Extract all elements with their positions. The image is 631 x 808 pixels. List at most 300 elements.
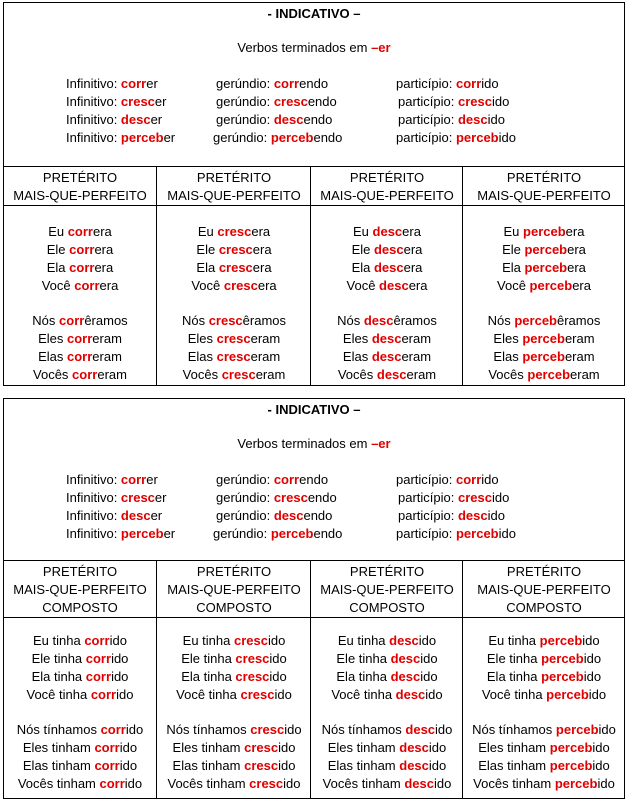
tense-header bbox=[4, 561, 156, 618]
verb-suffix: era bbox=[94, 260, 114, 275]
conjugated-form bbox=[157, 259, 311, 277]
tense-header-line: MAIS-QUE-PERFEITO bbox=[167, 582, 301, 597]
gerund-label: gerúndio: bbox=[216, 94, 274, 109]
verb-stem: perceb bbox=[523, 224, 566, 239]
verb-stem: corr bbox=[85, 651, 112, 666]
pronoun: Eles bbox=[38, 331, 67, 346]
pronoun: Eles bbox=[342, 331, 372, 346]
verb-suffix: endo bbox=[303, 508, 333, 523]
verb-suffix: era bbox=[408, 278, 428, 293]
verb-stem: corr bbox=[90, 687, 117, 702]
conjugated-form bbox=[311, 632, 463, 650]
participle-label: particípio: bbox=[396, 130, 456, 145]
pronoun: Você tinha bbox=[331, 687, 396, 702]
tense-header-line: MAIS-QUE-PERFEITO bbox=[320, 188, 454, 203]
infinitive-entry bbox=[66, 489, 166, 507]
verb-stem: cresc bbox=[250, 722, 285, 737]
verb-suffix: ido bbox=[491, 490, 510, 505]
verb-stem: desc bbox=[371, 349, 402, 364]
verb-stem: desc bbox=[389, 633, 419, 648]
verb-suffix: ido bbox=[283, 776, 301, 791]
verb-suffix: er bbox=[154, 94, 167, 109]
conjugated-form bbox=[4, 686, 156, 704]
conjugation-table-simple bbox=[3, 2, 625, 386]
conjugated-form bbox=[463, 366, 625, 384]
verb-suffix: era bbox=[572, 278, 591, 293]
verb-suffix: ido bbox=[418, 633, 437, 648]
conjugation-list bbox=[4, 223, 156, 384]
verb-suffix: eram bbox=[570, 367, 600, 382]
tense-header-line: PRETÉRITO bbox=[349, 564, 425, 579]
verb-stem: corr bbox=[94, 740, 120, 755]
verb-suffix: ido bbox=[284, 722, 302, 737]
pronoun: Ela tinha bbox=[336, 669, 391, 684]
pronoun: Eu bbox=[197, 224, 218, 239]
conjugation-list bbox=[463, 632, 625, 793]
verb-suffix: eram bbox=[255, 367, 286, 382]
table-header bbox=[4, 3, 624, 167]
conjugated-form bbox=[4, 650, 156, 668]
verb-stem: cresc bbox=[457, 490, 492, 505]
pronoun: Ele tinha bbox=[181, 651, 236, 666]
verb-stem: perceb bbox=[120, 526, 164, 541]
participle-entry bbox=[398, 507, 505, 525]
conjugated-form bbox=[463, 223, 625, 241]
verb-suffix: ido bbox=[592, 758, 610, 773]
conjugated-form bbox=[157, 668, 311, 686]
verb-suffix: ido bbox=[597, 776, 615, 791]
conjugated-form bbox=[4, 348, 156, 366]
pronoun: Eu tinha bbox=[337, 633, 390, 648]
verb-suffix: er bbox=[146, 76, 158, 91]
infinitive-label: Infinitivo: bbox=[66, 130, 121, 145]
verb-stem: perceb bbox=[522, 349, 565, 364]
gerund-entry bbox=[216, 111, 332, 129]
pronoun: Ele bbox=[502, 242, 525, 257]
verb-suffix: eram bbox=[92, 349, 122, 364]
tense-header-line: MAIS-QUE-PERFEITO bbox=[320, 582, 454, 597]
gerund-entry bbox=[213, 525, 342, 543]
conjugated-form bbox=[463, 632, 625, 650]
verb-stem: perceb bbox=[524, 260, 568, 275]
verb-stem: cresc bbox=[218, 242, 253, 257]
pronoun: Ele tinha bbox=[486, 651, 542, 666]
verb-suffix: ido bbox=[109, 633, 127, 648]
participle-entry bbox=[398, 489, 509, 507]
infinitive-entry bbox=[66, 129, 175, 147]
participle-label: particípio: bbox=[398, 94, 458, 109]
conjugated-form bbox=[157, 366, 311, 384]
verb-ending: –er bbox=[371, 436, 391, 451]
verb-stem: desc bbox=[399, 758, 429, 773]
verb-suffix: era bbox=[565, 224, 585, 239]
tense-header-line: PRETÉRITO bbox=[506, 564, 582, 579]
pronoun: Elas tinham bbox=[478, 758, 550, 773]
infinitive-label: Infinitivo: bbox=[66, 526, 121, 541]
verb-stem: desc bbox=[373, 260, 404, 275]
gerund-entry bbox=[216, 471, 328, 489]
verb-suffix: ido bbox=[420, 669, 438, 684]
infinitive-label: Infinitivo: bbox=[66, 112, 121, 127]
verb-column bbox=[156, 561, 311, 798]
conjugated-form bbox=[311, 686, 463, 704]
pronoun: Nós bbox=[487, 313, 515, 328]
verb-column bbox=[4, 167, 156, 385]
pronoun: Nós bbox=[32, 313, 60, 328]
verb-column bbox=[310, 561, 463, 798]
verb-stem: desc bbox=[390, 651, 421, 666]
pronoun: Nós bbox=[181, 313, 209, 328]
pronoun: Você bbox=[497, 278, 530, 293]
verb-suffix: ido bbox=[498, 526, 516, 541]
pronoun: Ela tinha bbox=[486, 669, 542, 684]
verb-stem: perceb bbox=[527, 367, 571, 382]
verb-stem: cresc bbox=[120, 490, 155, 505]
infinitive-entry bbox=[66, 93, 166, 111]
conjugated-form bbox=[4, 721, 156, 739]
verb-suffix: endo bbox=[307, 490, 337, 505]
verb-stem: cresc bbox=[223, 278, 258, 293]
conjugated-form bbox=[157, 632, 311, 650]
conjugated-form bbox=[311, 241, 463, 259]
verb-suffix: ido bbox=[583, 651, 602, 666]
infinitive-entry bbox=[66, 507, 162, 525]
pronoun: Ela tinha bbox=[181, 669, 236, 684]
conjugated-form bbox=[4, 312, 156, 330]
verb-stem: corr bbox=[72, 367, 98, 382]
tense-header bbox=[157, 167, 311, 206]
participle-label: particípio: bbox=[396, 526, 456, 541]
conjugated-form bbox=[157, 686, 311, 704]
pronoun: Eu tinha bbox=[33, 633, 85, 648]
verb-ending: –er bbox=[371, 40, 391, 55]
pronoun: Eles bbox=[493, 331, 523, 346]
table-title: - INDICATIVO – bbox=[267, 402, 361, 417]
pronoun: Elas bbox=[342, 349, 372, 364]
verb-suffix: er bbox=[163, 526, 176, 541]
pronoun: Nós tínhamos bbox=[472, 722, 556, 737]
conjugated-form bbox=[4, 739, 156, 757]
conjugated-form bbox=[157, 330, 311, 348]
conjugated-form bbox=[157, 739, 311, 757]
pronoun: Ele bbox=[351, 242, 374, 257]
pronoun: Vocês tinham bbox=[322, 776, 405, 791]
pronoun: Você bbox=[346, 278, 380, 293]
participle-entry bbox=[398, 93, 509, 111]
conjugated-form bbox=[157, 241, 311, 259]
verb-stem: desc bbox=[372, 224, 403, 239]
gerund-entry bbox=[216, 93, 337, 111]
verb-suffix: ido bbox=[425, 687, 443, 702]
verb-suffix: ido bbox=[583, 669, 602, 684]
verb-stem: perceb bbox=[529, 278, 573, 293]
verb-stem: corr bbox=[455, 76, 482, 91]
gerund-label: gerúndio: bbox=[213, 130, 271, 145]
verb-suffix: era bbox=[252, 242, 272, 257]
tense-header-line: PRETÉRITO bbox=[42, 170, 118, 185]
conjugated-form bbox=[311, 775, 463, 793]
verb-stem: perceb bbox=[270, 130, 314, 145]
verb-suffix: ido bbox=[491, 94, 510, 109]
conjugated-form bbox=[463, 348, 625, 366]
pronoun: Vocês tinham bbox=[17, 776, 100, 791]
verb-stem: perceb bbox=[455, 526, 499, 541]
gerund-label: gerúndio: bbox=[216, 76, 274, 91]
verb-suffix: ido bbox=[481, 76, 499, 91]
gerund-label: gerúndio: bbox=[216, 472, 274, 487]
pronoun: Ela bbox=[46, 260, 70, 275]
verb-stem: cresc bbox=[249, 776, 284, 791]
pronoun: Eles tinham bbox=[327, 740, 400, 755]
conjugated-form bbox=[157, 757, 311, 775]
verb-suffix: era bbox=[252, 260, 272, 275]
participle-label: particípio: bbox=[396, 472, 456, 487]
verb-suffix: ido bbox=[582, 633, 600, 648]
verb-stem: desc bbox=[120, 112, 151, 127]
tense-header-line: PRETÉRITO bbox=[42, 564, 118, 579]
verb-stem: desc bbox=[273, 112, 304, 127]
conjugated-form bbox=[463, 757, 625, 775]
verb-stem: desc bbox=[457, 112, 488, 127]
conjugated-form bbox=[4, 330, 156, 348]
verb-suffix: era bbox=[94, 242, 114, 257]
conjugated-form bbox=[311, 739, 463, 757]
conjugated-form bbox=[311, 223, 463, 241]
tense-header bbox=[157, 561, 311, 618]
verb-suffix: era bbox=[251, 224, 271, 239]
gerund-label: gerúndio: bbox=[216, 112, 274, 127]
infinitive-label: Infinitivo: bbox=[66, 508, 121, 523]
participle-label: particípio: bbox=[398, 490, 458, 505]
pronoun: Elas tinham bbox=[22, 758, 95, 773]
conjugated-form bbox=[463, 650, 625, 668]
tense-header-line: MAIS-QUE-PERFEITO bbox=[477, 188, 611, 203]
verb-suffix: eram bbox=[564, 349, 595, 364]
verb-suffix: ido bbox=[435, 722, 453, 737]
verb-stem: desc bbox=[363, 313, 394, 328]
table-title: - INDICATIVO – bbox=[267, 6, 361, 21]
tense-header-line: PRETÉRITO bbox=[196, 170, 272, 185]
verb-stem: perceb bbox=[539, 633, 583, 648]
verb-stem: corr bbox=[120, 472, 147, 487]
verb-stem: cresc bbox=[208, 313, 243, 328]
verb-stem: cresc bbox=[240, 687, 275, 702]
pronoun: Eles tinham bbox=[172, 740, 245, 755]
pronoun: Nós tínhamos bbox=[16, 722, 101, 737]
pronoun: Eles bbox=[187, 331, 217, 346]
verb-suffix: er bbox=[150, 112, 163, 127]
pronoun: Ele bbox=[46, 242, 70, 257]
conjugated-form bbox=[311, 366, 463, 384]
verb-column bbox=[310, 167, 463, 385]
verb-stem: corr bbox=[69, 242, 95, 257]
verb-stem: cresc bbox=[235, 669, 270, 684]
verb-stem: perceb bbox=[524, 242, 568, 257]
tense-header-line: COMPOSTO bbox=[196, 600, 272, 615]
verb-suffix: endo bbox=[307, 94, 337, 109]
verb-suffix: endo bbox=[313, 526, 343, 541]
gerund-label: gerúndio: bbox=[213, 526, 271, 541]
verb-suffix: er bbox=[154, 490, 167, 505]
infinitive-label: Infinitivo: bbox=[66, 76, 121, 91]
infinitive-entry bbox=[66, 111, 162, 129]
conjugated-form bbox=[4, 223, 156, 241]
conjugated-form bbox=[311, 348, 463, 366]
verb-suffix: ido bbox=[420, 651, 438, 666]
subtitle-text: Verbos terminados em bbox=[237, 40, 372, 55]
conjugation-list bbox=[311, 223, 463, 384]
pronoun: Você tinha bbox=[481, 687, 547, 702]
conjugated-form bbox=[463, 686, 625, 704]
pronoun: Eles tinham bbox=[22, 740, 95, 755]
conjugated-form bbox=[157, 775, 311, 793]
verb-stem: perceb bbox=[120, 130, 164, 145]
verb-stem: perceb bbox=[514, 313, 557, 328]
verb-stem: cresc bbox=[218, 260, 253, 275]
verb-suffix: era bbox=[257, 278, 277, 293]
pronoun: Vocês tinham bbox=[167, 776, 250, 791]
pronoun: Ela bbox=[196, 260, 219, 275]
pronoun: Você bbox=[41, 278, 75, 293]
infinitive-entry bbox=[66, 471, 158, 489]
verb-stem: perceb bbox=[270, 526, 314, 541]
conjugation-list bbox=[157, 632, 311, 793]
conjugated-form bbox=[311, 650, 463, 668]
pronoun: Você tinha bbox=[26, 687, 91, 702]
participle-entry bbox=[396, 471, 499, 489]
participle-entry bbox=[398, 111, 505, 129]
pronoun: Vocês bbox=[488, 367, 528, 382]
pronoun: Elas tinham bbox=[172, 758, 245, 773]
verb-suffix: ido bbox=[269, 669, 287, 684]
pronoun: Eles tinham bbox=[478, 740, 550, 755]
verb-stem: corr bbox=[273, 472, 300, 487]
participle-label: particípio: bbox=[396, 76, 456, 91]
verb-stem: corr bbox=[120, 76, 147, 91]
gerund-entry bbox=[213, 129, 342, 147]
pronoun: Ele tinha bbox=[31, 651, 86, 666]
verb-suffix: eram bbox=[92, 331, 122, 346]
tense-header-line: COMPOSTO bbox=[506, 600, 582, 615]
verb-suffix: er bbox=[163, 130, 176, 145]
participle-label: particípio: bbox=[398, 508, 458, 523]
conjugated-form bbox=[157, 312, 311, 330]
verb-column bbox=[4, 561, 156, 798]
verb-suffix: era bbox=[93, 224, 112, 239]
conjugation-list bbox=[157, 223, 311, 384]
conjugated-form bbox=[463, 739, 625, 757]
verb-stem: desc bbox=[457, 508, 488, 523]
pronoun: Eu tinha bbox=[182, 633, 234, 648]
verb-stem: perceb bbox=[455, 130, 499, 145]
gerund-entry bbox=[216, 489, 337, 507]
gerund-label: gerúndio: bbox=[216, 490, 274, 505]
conjugated-form bbox=[463, 721, 625, 739]
verb-stem: corr bbox=[273, 76, 300, 91]
verb-stem: corr bbox=[94, 758, 120, 773]
conjugated-form bbox=[463, 312, 625, 330]
verb-stem: corr bbox=[455, 472, 482, 487]
conjugation-list bbox=[311, 632, 463, 793]
pronoun: Você tinha bbox=[176, 687, 241, 702]
tense-header bbox=[311, 561, 463, 618]
verb-stem: desc bbox=[395, 687, 426, 702]
conjugated-form bbox=[463, 668, 625, 686]
tense-header bbox=[4, 167, 156, 206]
verb-stem: perceb bbox=[541, 651, 584, 666]
verb-suffix: eram bbox=[250, 331, 281, 346]
conjugation-table-composto bbox=[3, 398, 625, 799]
verb-stem: corr bbox=[85, 669, 112, 684]
pronoun: Eu bbox=[48, 224, 68, 239]
tense-header-line: MAIS-QUE-PERFEITO bbox=[477, 582, 611, 597]
verb-suffix: ido bbox=[278, 758, 296, 773]
pronoun: Elas bbox=[38, 349, 67, 364]
conjugated-form bbox=[157, 223, 311, 241]
verb-stem: cresc bbox=[216, 349, 251, 364]
verb-stem: perceb bbox=[555, 722, 599, 737]
verb-column bbox=[462, 561, 625, 798]
conjugated-form bbox=[4, 632, 156, 650]
verb-suffix: eram bbox=[401, 349, 432, 364]
pronoun: Ela tinha bbox=[31, 669, 86, 684]
verb-stem: cresc bbox=[120, 94, 155, 109]
gerund-entry bbox=[216, 75, 328, 93]
conjugated-form bbox=[311, 312, 463, 330]
table-subtitle bbox=[4, 436, 624, 451]
gerund-entry bbox=[216, 507, 332, 525]
conjugated-form bbox=[4, 668, 156, 686]
verb-suffix: era bbox=[567, 242, 586, 257]
verb-column bbox=[156, 167, 311, 385]
verb-suffix: endo bbox=[299, 76, 329, 91]
infinitive-label: Infinitivo: bbox=[66, 472, 121, 487]
verb-suffix: ido bbox=[111, 669, 129, 684]
verb-stem: desc bbox=[273, 508, 304, 523]
verb-suffix: êramos bbox=[84, 313, 128, 328]
verb-stem: perceb bbox=[546, 687, 589, 702]
verb-column bbox=[462, 167, 625, 385]
pronoun: Elas tinham bbox=[327, 758, 400, 773]
pronoun: Eu tinha bbox=[488, 633, 540, 648]
conjugated-form bbox=[4, 757, 156, 775]
verb-suffix: era bbox=[403, 260, 423, 275]
verb-suffix: ido bbox=[111, 651, 129, 666]
pronoun: Nós tínhamos bbox=[321, 722, 406, 737]
verb-suffix: ido bbox=[125, 722, 144, 737]
conjugation-list bbox=[4, 632, 156, 793]
conjugated-form bbox=[4, 241, 156, 259]
verb-stem: corr bbox=[59, 313, 85, 328]
participle-label: particípio: bbox=[398, 112, 458, 127]
tense-header-line: PRETÉRITO bbox=[506, 170, 582, 185]
verb-stem: desc bbox=[379, 278, 409, 293]
verb-stem: desc bbox=[373, 242, 404, 257]
verb-suffix: er bbox=[150, 508, 163, 523]
verb-suffix: ido bbox=[116, 687, 134, 702]
conjugated-form bbox=[4, 259, 156, 277]
verb-suffix: êramos bbox=[557, 313, 601, 328]
table-header bbox=[4, 399, 624, 561]
verb-stem: desc bbox=[390, 669, 421, 684]
verb-suffix: ido bbox=[433, 776, 452, 791]
conjugation-columns bbox=[4, 561, 624, 798]
verb-stem: cresc bbox=[457, 94, 492, 109]
verb-stem: desc bbox=[371, 331, 402, 346]
verb-suffix: er bbox=[146, 472, 158, 487]
conjugated-form bbox=[157, 277, 311, 295]
verb-suffix: ido bbox=[487, 508, 505, 523]
